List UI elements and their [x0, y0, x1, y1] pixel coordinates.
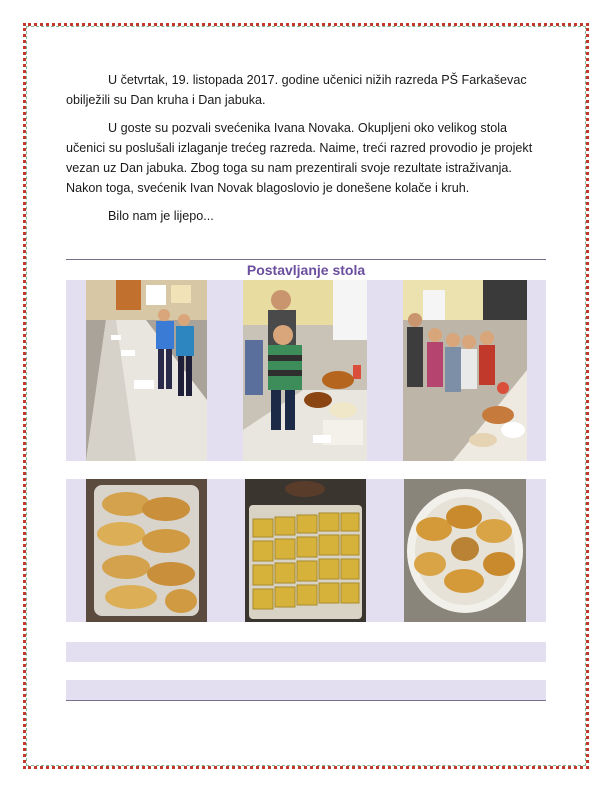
- children-queue-photo: [403, 280, 527, 461]
- empty-band-1: [66, 642, 546, 662]
- row-gap: [66, 622, 546, 642]
- empty-band-2: [66, 680, 546, 700]
- square-cake-tray-photo: [245, 479, 366, 622]
- photo-row-1: [66, 280, 546, 461]
- article-text: [66, 70, 546, 234]
- paragraph-2: U goste su pozvali svećenika Ivana Novaka. Okupljeni oko velikog stola učenici su poslušali izlaganje trećeg razreda. Naime, treći razred provodio je projekt vezan uz Dan jabuka. Zbog toga su nam prezentirali svoje rezultate istraživanja. Nakon toga, svećenik Ivan Novak blagoslovio je donešene kolače i kruh.: [66, 121, 533, 195]
- crescent-pastries-photo: [86, 479, 207, 622]
- bread-wreath-plate-photo: [404, 479, 526, 622]
- table-bottom-rule: [66, 700, 546, 701]
- table-caption: Postavljanje stola: [246, 262, 366, 278]
- photo-row-2: [66, 479, 546, 622]
- paragraph-3: Bilo nam je lijepo...: [108, 209, 214, 223]
- paragraph-1: U četvrtak, 19. listopada 2017. godine učenici nižih razreda PŠ Farkaševac obilježili su Dan kruha i Dan jabuka.: [66, 73, 527, 107]
- classroom-long-table-photo: [86, 280, 207, 461]
- row-gap: [66, 662, 546, 680]
- photo-table: [66, 259, 546, 701]
- boy-at-food-table-photo: [243, 280, 367, 461]
- row-gap: [66, 461, 546, 479]
